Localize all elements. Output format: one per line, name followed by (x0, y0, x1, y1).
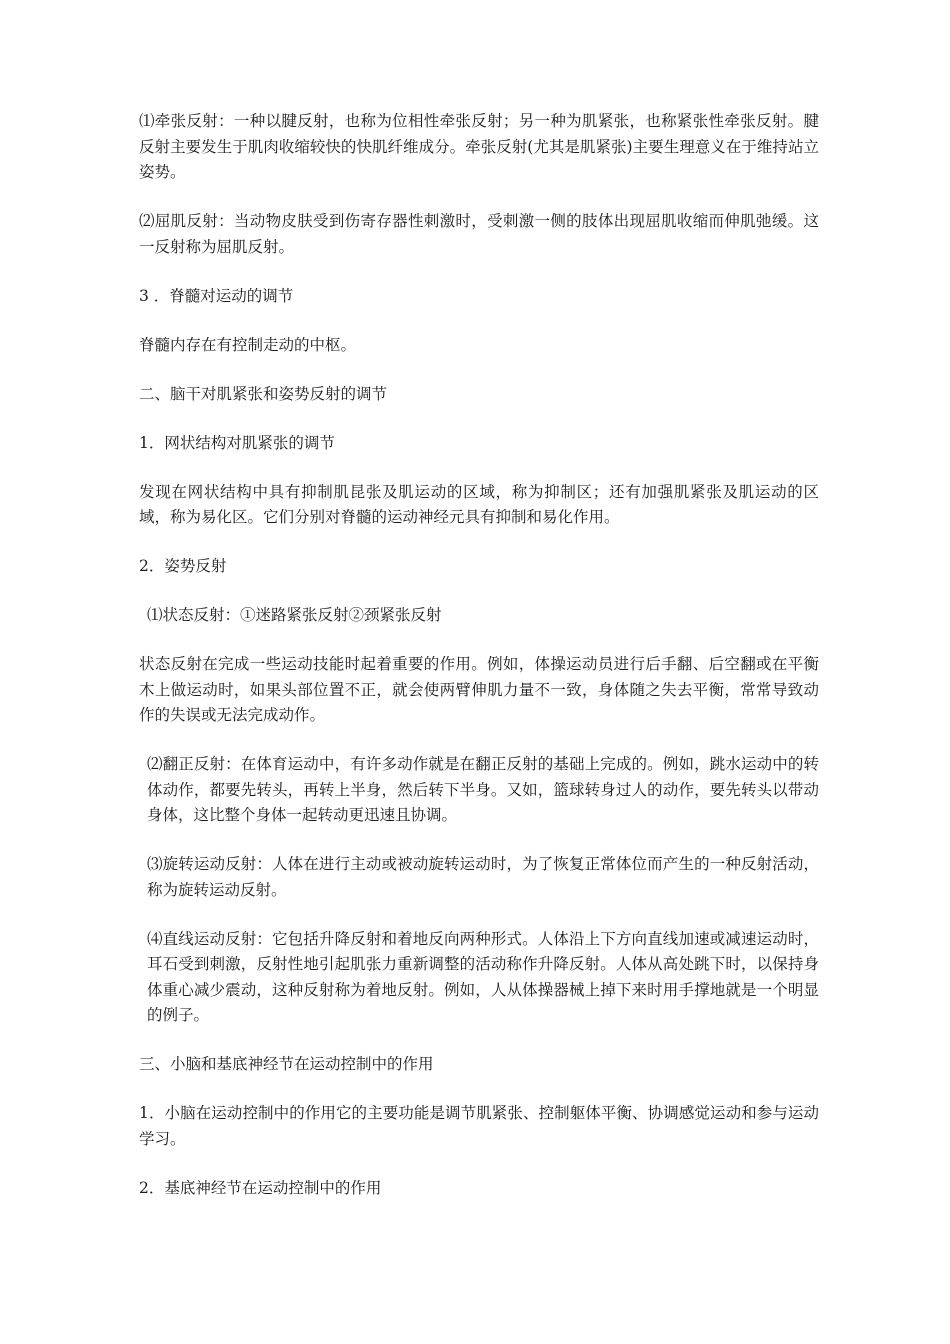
paragraph-spinal-center: 脊髓内存在有控制走动的中枢。 (139, 335, 357, 354)
paragraph-righting-reflex: ⑵翻正反射：在体育运动中，有许多动作就是在翻正反射的基础上完成的。例如，跳水运动中的转体动作，都要先转头，再转上半身，然后转下半身。又如，篮球转身过人的动作，要先转头以带动身体，这比整个身体一起转动更迅速且协调。 (147, 755, 819, 824)
section-heading-cerebellum: 三、小脑和基底神经节在运动控制中的作用 (139, 1055, 434, 1073)
paragraph-cerebellum-role: 1．小脑在运动控制中的作用它的主要功能是调节肌紧张、控制躯体平衡、协调感觉运动和参与运动学习。 (139, 1104, 819, 1148)
paragraph-static-reflex: ⑴状态反射：①迷路紧张反射②颈紧张反射 (147, 606, 442, 624)
heading-spinal-motor-regulation: 3 ．脊髓对运动的调节 (139, 286, 294, 305)
section-heading-brainstem: 二、脑干对肌紧张和姿势反射的调节 (139, 384, 388, 403)
paragraph-static-reflex-example: 状态反射在完成一些运动技能时起着重要的作用。例如，体操运动员进行后手翻、后空翻或在平衡木上做运动时，如果头部位置不正，就会使两臂伸肌力量不一致，身体随之失去平衡，常常导致动作的失误或无法完成动作。 (139, 655, 819, 724)
heading-basal-ganglia: 2．基底神经节在运动控制中的作用 (139, 1178, 382, 1197)
paragraph-linear-reflex: ⑷直线运动反射：它包括升降反射和着地反向两种形式。人体沿上下方向直线加速或减速运动时，耳石受到刺激，反射性地引起肌张力重新调整的活动称作升降反射。人体从高处跳下时，以保持身体重心减少震动，这种反射称为着地反射。例如，人从体操器械上掉下来时用手撑地就是一个明显的例子。 (147, 929, 819, 1024)
heading-postural-reflex: 2．姿势反射 (139, 557, 227, 575)
paragraph-stretch-reflex: ⑴牵张反射：一种以腱反射，也称为位相性牵张反射；另一种为肌紧张，也称紧张性牵张反射。腱反射主要发生于肌肉收缩较快的快肌纤维成分。牵张反射(尤其是肌紧张)主要生理意义在于维持站立姿势。 (139, 112, 819, 181)
heading-reticular-formation: 1．网状结构对肌紧张的调节 (139, 433, 335, 452)
paragraph-reticular-regions: 发现在网状结构中具有抑制肌昆张及肌运动的区域，称为抑制区；还有加强肌紧张及肌运动的区域，称为易化区。它们分别对脊髓的运动神经元具有抑制和易化作用。 (139, 482, 819, 526)
paragraph-rotation-reflex: ⑶旋转运动反射：人体在进行主动或被动旋转运动时，为了恢复正常体位而产生的一种反射活动，称为旋转运动反射。 (147, 855, 819, 899)
paragraph-flexor-reflex: ⑵屈肌反射：当动物皮肤受到伤寄存器性刺激时，受刺激一侧的肢体出现屈肌收缩而伸肌弛缓。这一反射称为屈肌反射。 (139, 212, 819, 256)
document-body (139, 109, 819, 1225)
